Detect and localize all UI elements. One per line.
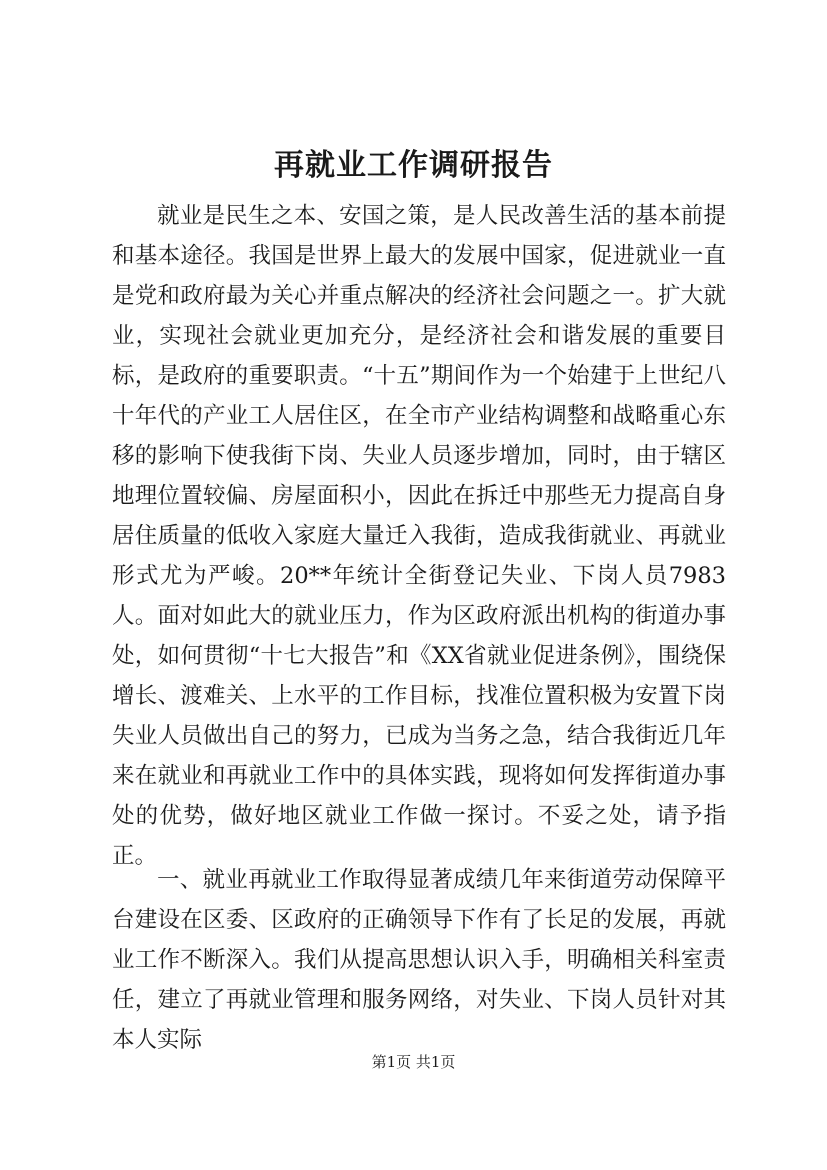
document-title: 再就业工作调研报告: [274, 148, 553, 183]
paragraph-section-one: 一、就业再就业工作取得显著成绩几年来街道劳动保障平台建设在区委、区政府的正确领导下作有了长足的发展，再就业工作不断深入。我们从提高思想认识入手，明确相关科室责任，建立了再就业管理和服务网络，对失业、下岗人员针对其本人实际: [112, 867, 726, 1053]
paragraph-intro: 就业是民生之本、安国之策，是人民改善生活的基本前提和基本途径。我国是世界上最大的发展中国家，促进就业一直是党和政府最为关心并重点解决的经济社会问题之一。扩大就业，实现社会就业更加充分，是经济社会和谐发展的重要目标，是政府的重要职责。“十五”期间作为一个始建于上世纪八十年代的产业工人居住区，在全市产业结构调整和战略重心东移的影响下使我街下岗、失业人员逐步增加，同时，由于辖区地理位置较偏、房屋面积小，因此在拆迁中那些无力提高自身居住质量的低收入家庭大量迁入我街，造成我街就业、再就业形式尤为严峻。20**年统计全街登记失业、下岗人员7983人。面对如此大的就业压力，作为区政府派出机构的街道办事处，如何贯彻“十七大报告”和《XX省就业促进条例》，围绕保增长、渡难关、上水平的工作目标，找准位置积极为安置下岗失业人员做出自己的努力，已成为当务之急，结合我街近几年来在就业和再就业工作中的具体实践，现将如何发挥街道办事处的优势，做好地区就业工作做一探讨。不妥之处，请予指正。: [112, 203, 726, 869]
page-footer: 第1页 共1页: [371, 1053, 456, 1071]
